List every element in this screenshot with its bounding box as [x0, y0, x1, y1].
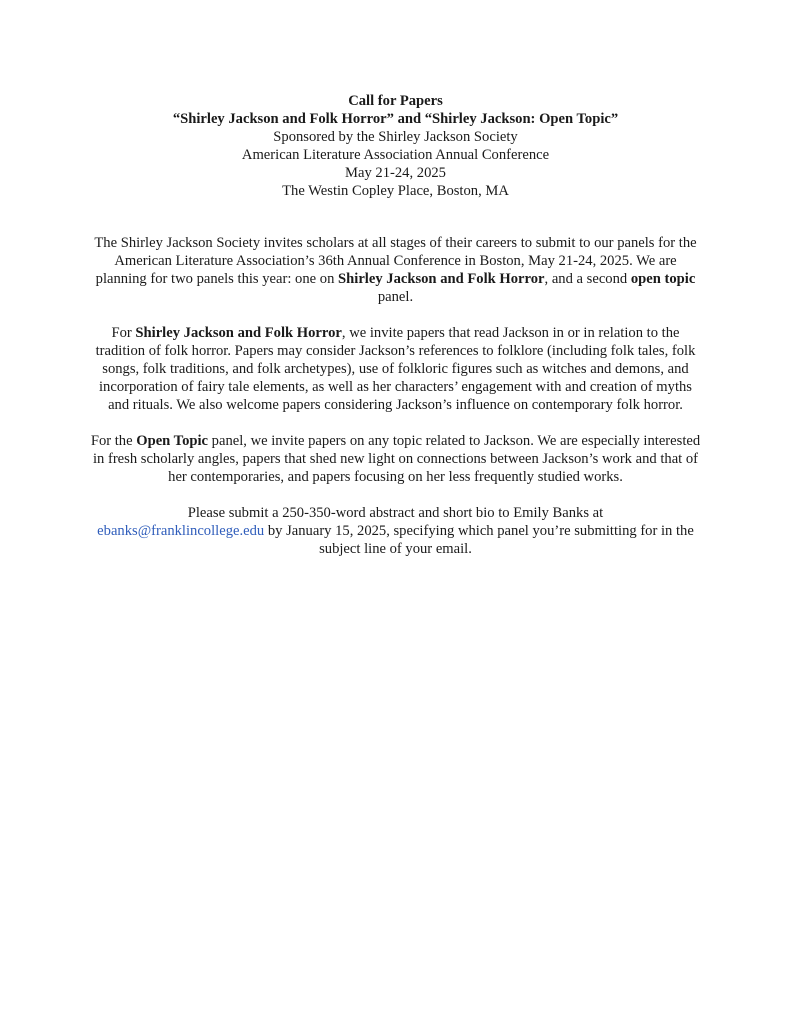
paragraph-submission-text-2: by January 15, 2025, specifying which panel you’re submitting for in the subject line of your email. [264, 523, 694, 557]
header-venue: The Westin Copley Place, Boston, MA [282, 183, 509, 199]
paragraph-submission [90, 504, 701, 558]
paragraph-folk-horror-text-2: , we invite papers that read Jackson in or in relation to the tradition of folk horror. Papers may consider Jackson’s references to folklore (including folk tales, folk songs, folk traditions, and folk archetypes), use of folkloric figures such as witches and demons, and incorporation of fairy tale elements, as well as her characters’ engagement with and creation of myths and rituals. We also welcome papers considering Jackson’s influence on contemporary folk horror. [95, 325, 696, 413]
paragraph-folk-horror-bold: Shirley Jackson and Folk Horror [135, 325, 342, 341]
header-conference: American Literature Association Annual Conference [241, 147, 550, 163]
paragraph-intro-text-3: panel. [377, 289, 414, 305]
document-body [90, 234, 701, 558]
header-sponsor: Sponsored by the Shirley Jackson Society [273, 129, 518, 145]
paragraph-open-topic-text-1: For the [90, 433, 137, 449]
email-link[interactable]: ebanks@franklincollege.edu [97, 523, 265, 539]
paragraph-folk-horror-text-1: For [111, 325, 136, 341]
paragraph-intro [90, 234, 701, 306]
paragraph-folk-horror [90, 324, 701, 414]
paragraph-submission-text-1: Please submit a 250-350-word abstract and short bio to Emily Banks at [187, 505, 604, 521]
header-panel-titles: “Shirley Jackson and Folk Horror” and “Shirley Jackson: Open Topic” [172, 111, 619, 127]
paragraph-open-topic [90, 432, 701, 486]
document-header [90, 92, 701, 200]
paragraph-intro-text-1: The Shirley Jackson Society invites scholars at all stages of their careers to submit to our panels for the American Literature Association’s 36th Annual Conference in Boston, May 21-24, 2025. We are planning for two panels this year: one on [94, 235, 697, 287]
paragraph-open-topic-bold: Open Topic [136, 433, 209, 449]
document-page [90, 92, 701, 576]
header-dates: May 21-24, 2025 [345, 165, 446, 181]
paragraph-intro-bold-2: open topic [630, 271, 696, 287]
header-title: Call for Papers [348, 93, 443, 109]
paragraph-intro-text-2: , and a second [544, 271, 631, 287]
paragraph-intro-bold-1: Shirley Jackson and Folk Horror [338, 271, 545, 287]
paragraph-open-topic-text-2: panel, we invite papers on any topic related to Jackson. We are especially interested in fresh scholarly angles, papers that shed new light on connections between Jackson’s work and that of her contemporaries, and papers focusing on her less frequently studied works. [92, 433, 701, 485]
